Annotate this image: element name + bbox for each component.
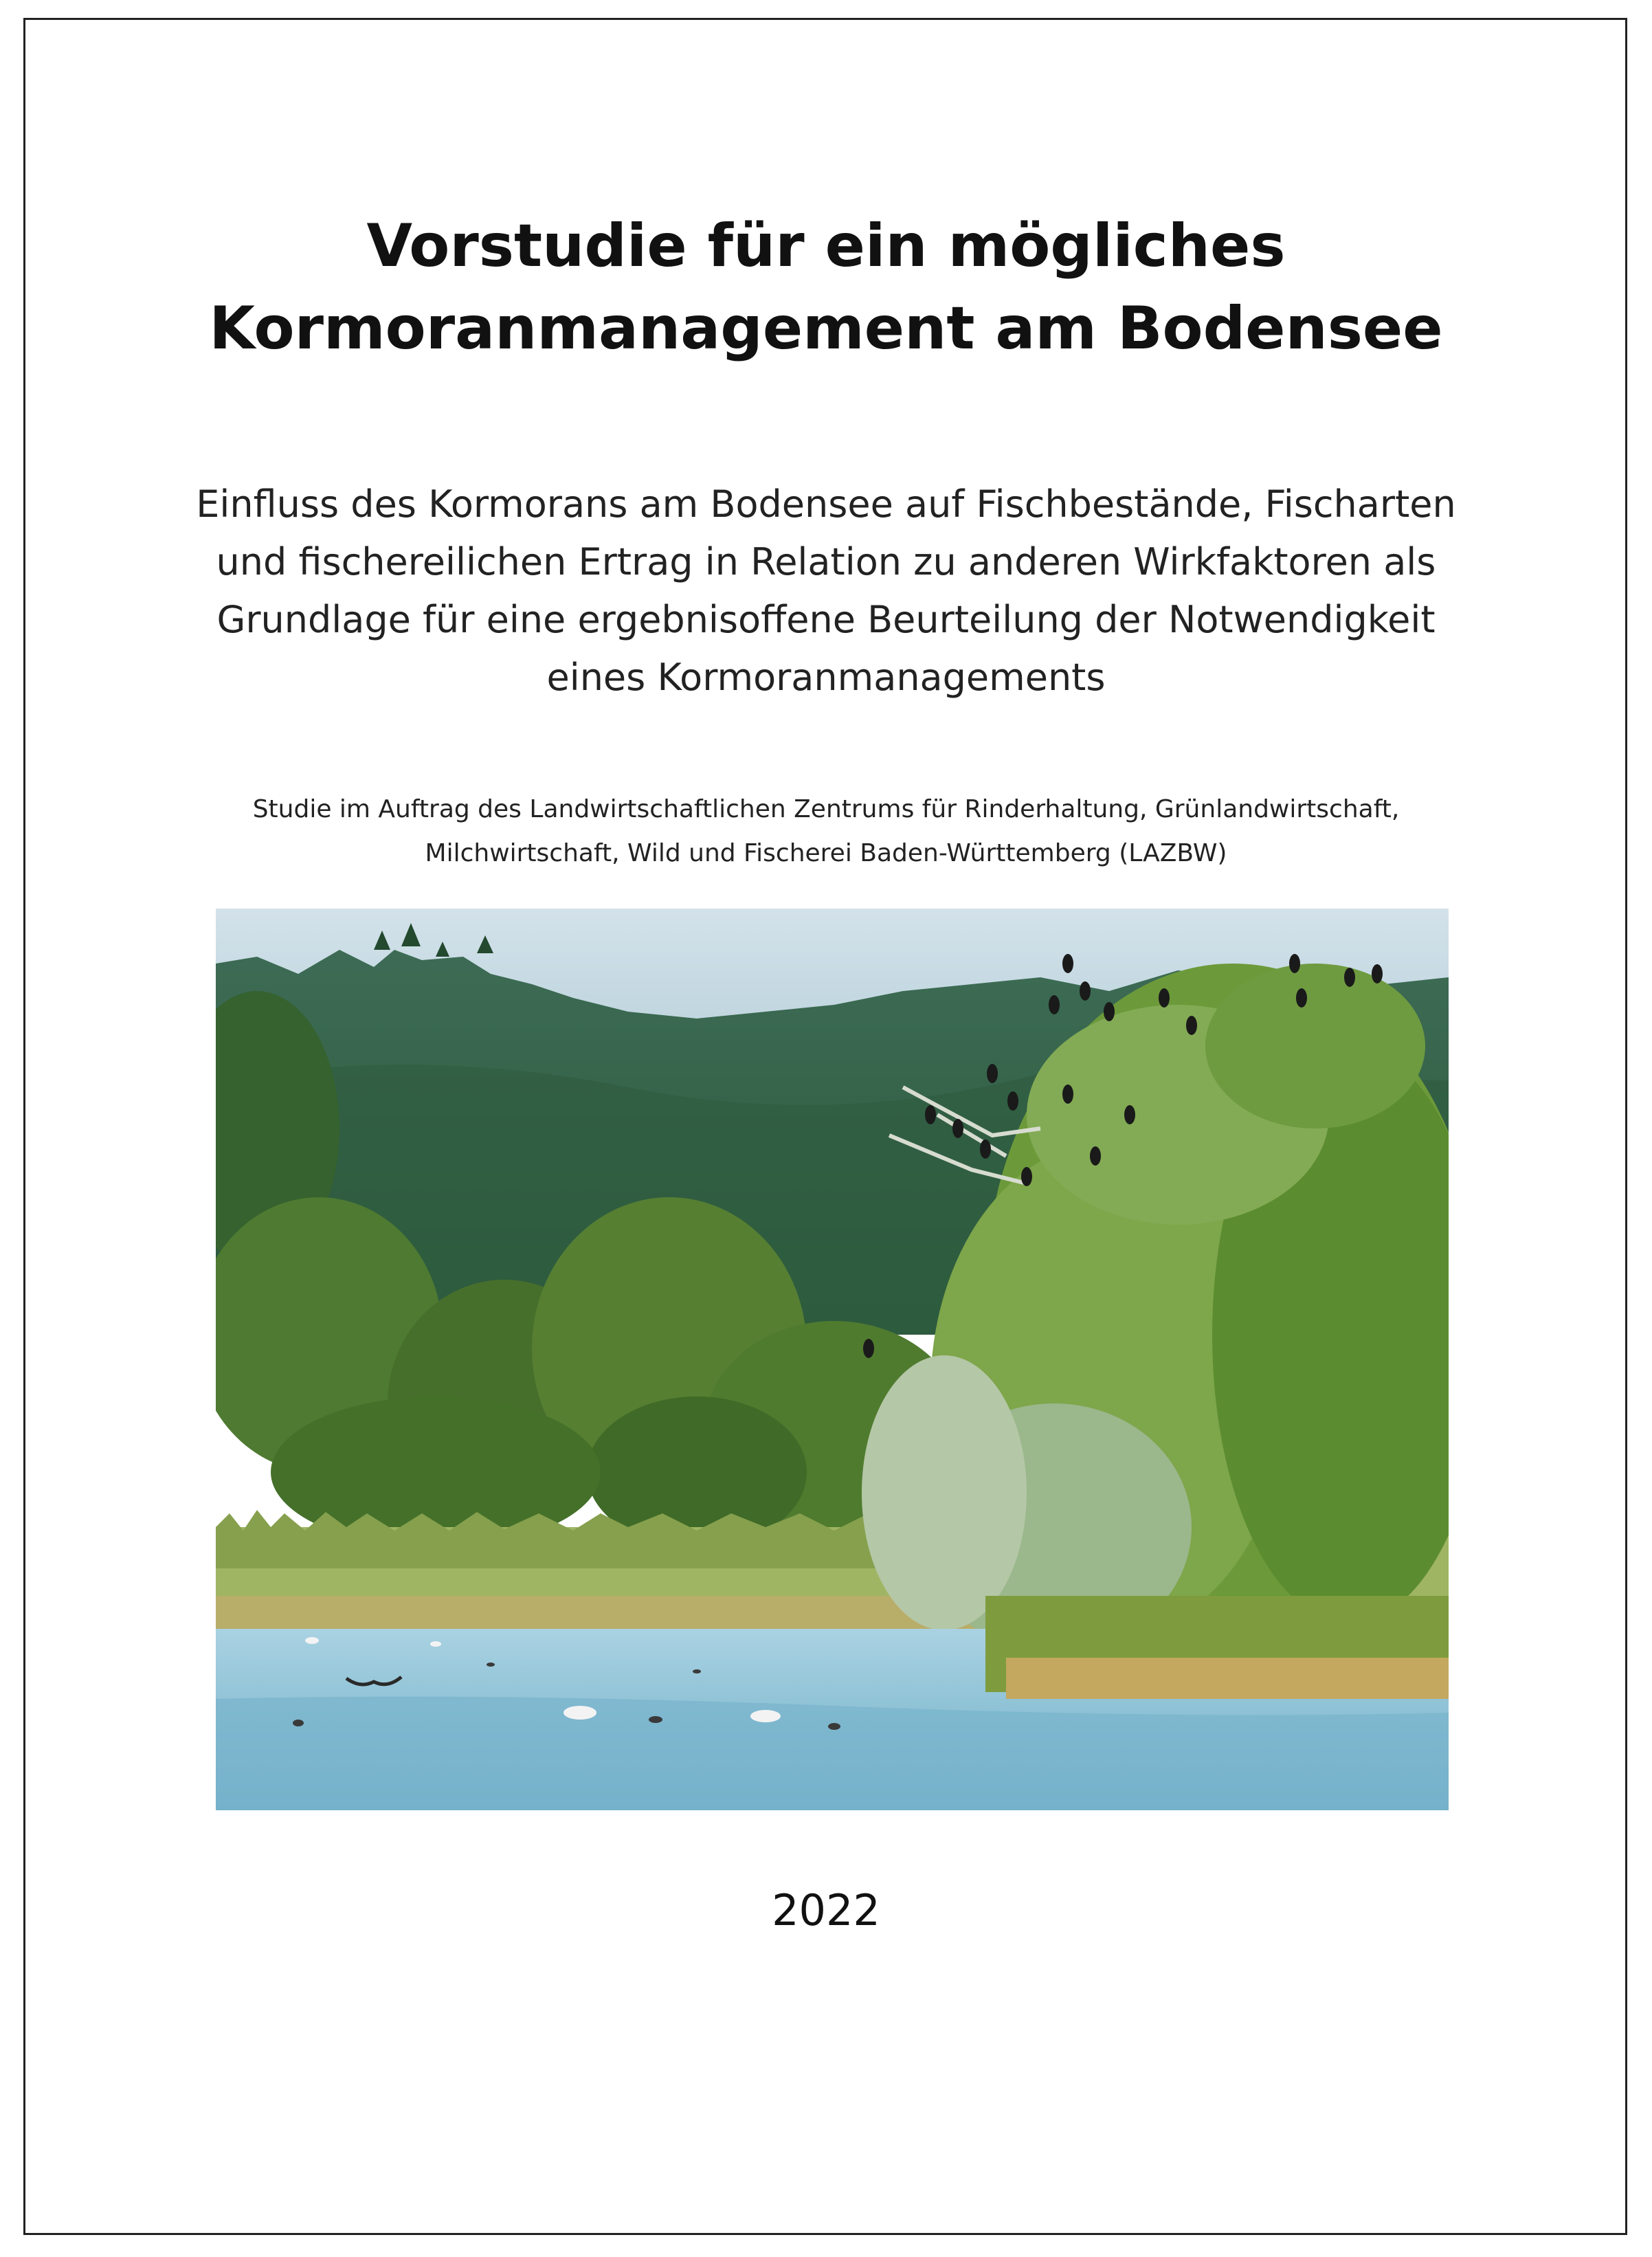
commission-line-2: Milchwirtschaft, Wild und Fischerei Baden-Württemberg (LAZBW) (425, 839, 1227, 867)
publication-year: 2022 (772, 1885, 880, 1935)
title-line-1: Vorstudie für ein mögliches (366, 212, 1286, 280)
subtitle-line-3: Grundlage für eine ergebnisoffene Beurteilung der Notwendigkeit (216, 598, 1436, 641)
title-line-2: Kormoranmanagement am Bodensee (209, 294, 1443, 363)
commission-note (0, 788, 1652, 876)
commission-line-1: Studie im Auftrag des Landwirtschaftlichen Zentrums für Rinderhaltung, Grünlandwirtschaft, (252, 795, 1400, 823)
cover-subtitle (0, 476, 1652, 707)
subtitle-line-1: Einfluss des Kormorans am Bodensee auf Fischbestände, Fischarten (196, 482, 1456, 526)
subtitle-line-4: eines Kormoranmanagements (546, 656, 1106, 699)
cover-title (0, 205, 1652, 370)
subtitle-line-2: und fischereilichen Ertrag in Relation zu anderen Wirkfaktoren als (216, 540, 1436, 583)
cover-photo (216, 909, 1449, 1810)
